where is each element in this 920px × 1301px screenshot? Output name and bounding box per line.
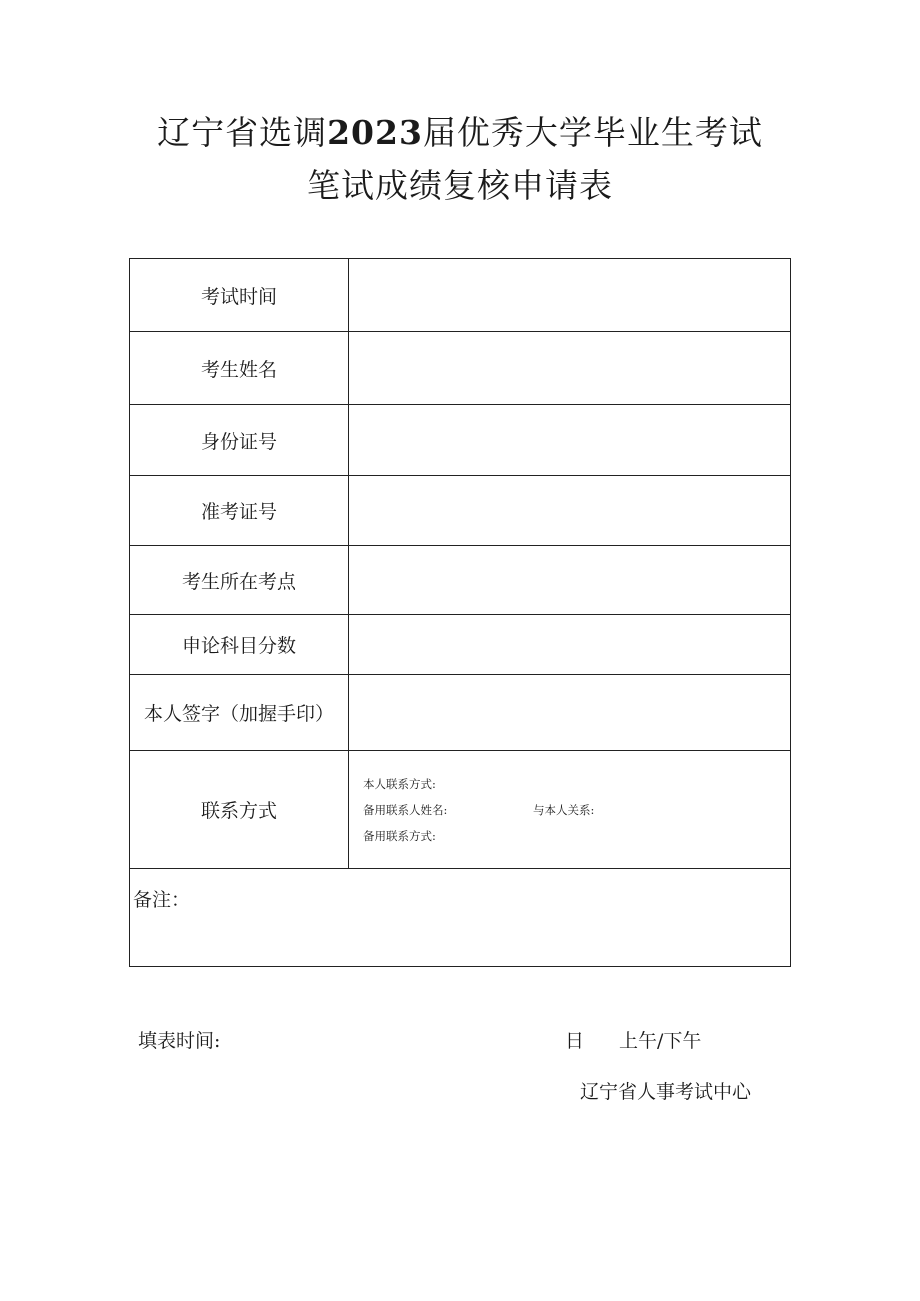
relation-label: 与本人关系: — [533, 802, 595, 817]
form-row-exam-site — [130, 546, 791, 615]
signature-label: 本人签字（加握手印） — [130, 675, 349, 751]
exam-site-field[interactable] — [349, 546, 791, 615]
form-row-exam-time — [130, 259, 791, 332]
id-number-label: 身份证号 — [130, 405, 349, 476]
essay-score-field[interactable] — [349, 615, 791, 675]
issuer-name: 辽宁省人事考试中心 — [580, 1081, 752, 1103]
fill-time-label: 填表时间: — [138, 1030, 221, 1052]
self-contact-line — [363, 771, 790, 797]
admission-number-field[interactable] — [349, 476, 791, 546]
form-row-remarks — [130, 869, 791, 967]
self-contact-label: 本人联系方式: — [363, 776, 436, 791]
title-suffix: 届优秀大学毕业生考试 — [422, 113, 763, 152]
form-row-candidate-name — [130, 332, 791, 405]
form-title-line2: 笔试成绩复核申请表 — [307, 166, 613, 205]
form-row-id-number — [130, 405, 791, 476]
title-year: 2023 — [327, 113, 423, 152]
candidate-name-label: 考生姓名 — [130, 332, 349, 405]
form-row-admission-number — [130, 476, 791, 546]
admission-number-label: 准考证号 — [130, 476, 349, 546]
remarks-field[interactable] — [130, 869, 791, 967]
contact-label: 联系方式 — [130, 751, 349, 869]
exam-time-field[interactable] — [349, 259, 791, 332]
fill-day-label: 日 — [565, 1030, 585, 1052]
signature-field[interactable] — [349, 675, 791, 751]
exam-site-label: 考生所在考点 — [130, 546, 349, 615]
remarks-label: 备注： — [133, 889, 191, 911]
form-row-contact — [130, 751, 791, 869]
title-prefix: 辽宁省选调 — [157, 113, 328, 152]
contact-field[interactable] — [349, 751, 791, 869]
form-row-signature — [130, 675, 791, 751]
backup-contact-line — [363, 823, 790, 849]
form-row-essay-score — [130, 615, 791, 675]
backup-contact-label: 备用联系方式: — [363, 828, 436, 843]
candidate-name-field[interactable] — [349, 332, 791, 405]
backup-name-label: 备用联系人姓名: — [363, 802, 448, 817]
id-number-field[interactable] — [349, 405, 791, 476]
application-form-table — [129, 258, 791, 967]
fill-ampm-label: 上午/下午 — [619, 1030, 702, 1052]
backup-name-line — [363, 797, 790, 823]
exam-time-label: 考试时间 — [130, 259, 349, 332]
essay-score-label: 申论科目分数 — [130, 615, 349, 675]
form-title-line1 — [0, 113, 920, 153]
